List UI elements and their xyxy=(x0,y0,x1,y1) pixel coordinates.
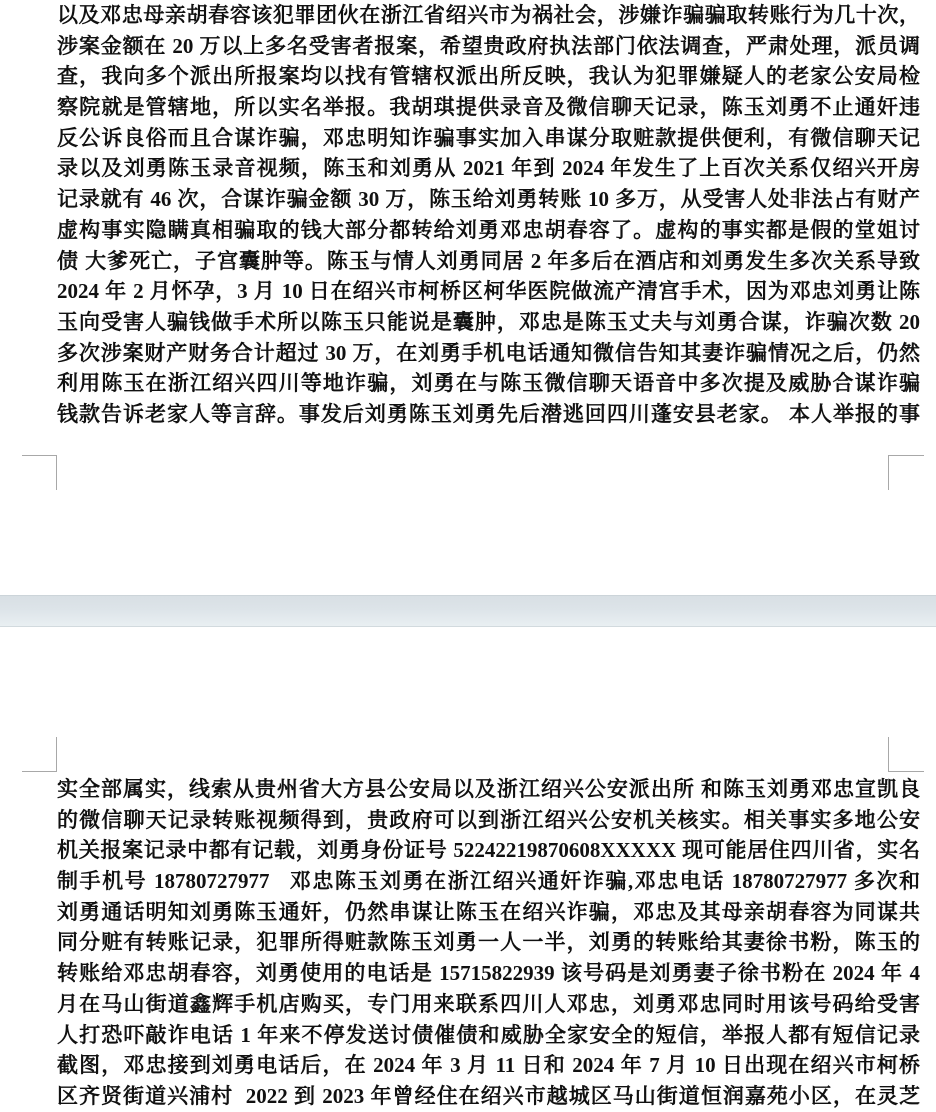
text-line: 以及邓忠母亲胡春容该犯罪团伙在浙江省绍兴市为祸社会，涉嫌诈骗骗取转账行为几十次， xyxy=(57,3,920,27)
text-line: 转账给邓忠胡春容，刘勇使用的电话是 15715822939 该号码是刘勇妻子徐书粉在 2024 年 4 xyxy=(57,961,920,986)
text-line: 区齐贤街道兴浦村 2022 到 2023 年曾经住在绍兴市越城区马山街道恒润嘉苑小区，在灵芝 xyxy=(57,1083,920,1108)
text-line: 债 大爹死亡，子宫囊肿等。陈玉与情人刘勇同居 2 年多后在酒店和刘勇发生多次关系导致 xyxy=(57,248,920,273)
text-line: 刘勇通话明知刘勇陈玉通奸，仍然串谋让陈玉在绍兴诈骗，邓忠及其母亲胡春容为同谋共 xyxy=(57,899,920,924)
page2-text-block[interactable] xyxy=(57,774,920,1112)
text-line: 同分赃有转账记录，犯罪所得赃款陈玉刘勇一人一半，刘勇的转账给其妻徐书粉，陈玉的 xyxy=(57,930,920,955)
text-line: 利用陈玉在浙江绍兴四川等地诈骗，刘勇在与陈玉微信聊天语音中多次提及威胁合谋诈骗 xyxy=(57,371,920,396)
text-line: 机关报案记录中都有记载，刘勇身份证号 52242219870608XXXXX 现可能居住四川省，实名 xyxy=(57,838,920,863)
text-line: 查，我向多个派出所报案均以找有管辖权派出所反映，我认为犯罪嫌疑人的老家公安局检 xyxy=(57,64,920,89)
text-line: 实全部属实，线索从贵州省大方县公安局以及浙江绍兴公安派出所 和陈玉刘勇邓忠宣凯良 xyxy=(57,777,920,801)
page1-bottom-left-crop-mark xyxy=(22,455,57,490)
page2-top-right-crop-mark xyxy=(888,737,924,772)
text-line: 月在马山街道鑫辉手机店购买，专门用来联系四川人邓忠，刘勇邓忠同时用该号码给受害 xyxy=(57,991,920,1016)
text-line: 钱款告诉老家人等言辞。事发后刘勇陈玉刘勇先后潜逃回四川蓬安县老家。 本人举报的事 xyxy=(57,401,920,426)
page1-text-block[interactable] xyxy=(57,0,920,430)
text-line: 多次涉案财产财务合计超过 30 万，在刘勇手机电话通知微信告知其妻诈骗情况之后，仍然 xyxy=(57,340,920,365)
text-line: 玉向受害人骗钱做手术所以陈玉只能说是囊肿，邓忠是陈玉丈夫与刘勇合谋，诈骗次数 20 xyxy=(57,309,920,334)
text-line: 记录就有 46 次，合谋诈骗金额 30 万，陈玉给刘勇转账 10 多万，从受害人处非法占有财产 xyxy=(57,187,920,212)
text-line: 虚构事实隐瞒真相骗取的钱大部分都转给刘勇邓忠胡春容了。虚构的事实都是假的堂姐讨 xyxy=(57,217,920,242)
text-line: 2024 年 2 月怀孕，3 月 10 日在绍兴市柯桥区柯华医院做流产清宫手术，因为邓忠刘勇让陈 xyxy=(57,279,920,304)
text-line: 察院就是管辖地，所以实名举报。我胡琪提供录音及微信聊天记录，陈玉刘勇不止通奸违 xyxy=(57,95,920,120)
text-line: 的微信聊天记录转账视频得到，贵政府可以到浙江绍兴公安机关核实。相关事实多地公安 xyxy=(57,807,920,832)
page1-bottom-right-crop-mark xyxy=(888,455,924,490)
text-line: 人打恐吓敲诈电话 1 年来不停发送讨债催债和威胁全家安全的短信，举报人都有短信记录 xyxy=(57,1022,920,1047)
text-line: 涉案金额在 20 万以上多名受害者报案，希望贵政府执法部门依法调查，严肃处理，派员调 xyxy=(57,33,920,58)
text-line: 制手机号 18780727977 邓忠陈玉刘勇在浙江绍兴通奸诈骗,邓忠电话 18780727977 多次和 xyxy=(57,869,920,894)
text-line: 反公诉良俗而且合谋诈骗，邓忠明知诈骗事实加入串谋分取赃款提供便利，有微信聊天记 xyxy=(57,125,920,150)
text-line: 录以及刘勇陈玉录音视频，陈玉和刘勇从 2021 年到 2024 年发生了上百次关系仅绍兴开房 xyxy=(57,156,920,181)
text-line: 截图，邓忠接到刘勇电话后，在 2024 年 3 月 11 日和 2024 年 7 月 10 日出现在绍兴市柯桥 xyxy=(57,1053,920,1078)
page2-top-left-crop-mark xyxy=(22,737,57,772)
page-break-separator xyxy=(0,595,936,627)
